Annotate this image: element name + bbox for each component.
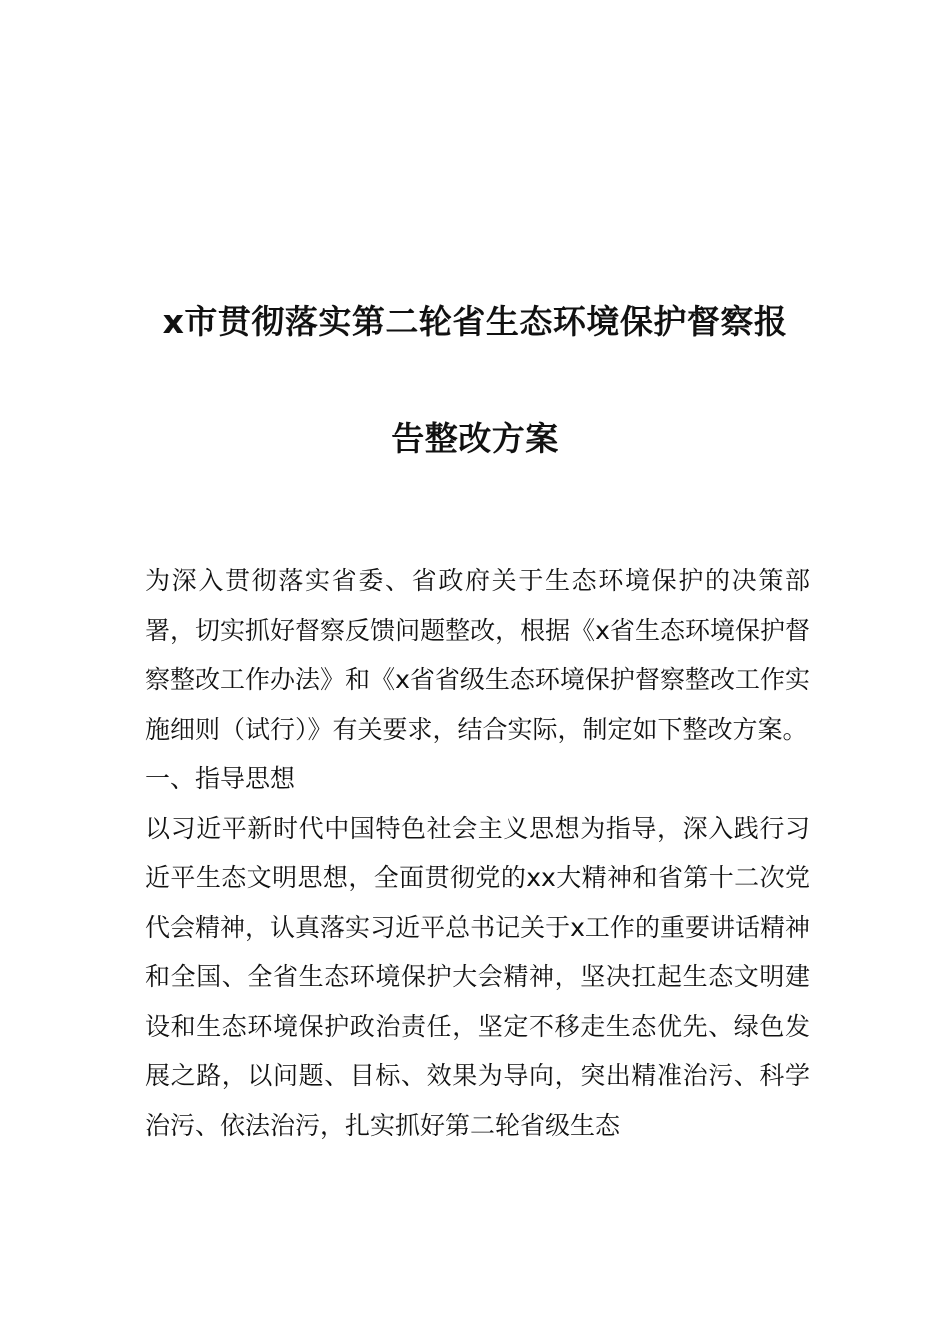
document-title-line-2: 告整改方案 <box>391 419 559 458</box>
section-heading-guiding-ideology: 一、指导思想 <box>145 764 296 793</box>
document-title-line-1: x市贯彻落实第二轮省生态环境保护督察报 <box>162 302 788 341</box>
section-paragraph-guiding-ideology: 以习近平新时代中国特色社会主义思想为指导，深入践行习近平生态文明思想，全面贯彻党的xx大精神和省第十二次党代会精神，认真落实习近平总书记关于x工作的重要讲话精神和全国、全省生态环境保护大会精神，坚决扛起生态文明建设和生态环境保护政治责任，坚定不移走生态优先、绿色发展之路，以问题、目标、效果为导向，突出精准治污、科学治污、依法治污，扎实抓好第二轮省级生态 <box>145 813 810 1140</box>
intro-paragraph: 为深入贯彻落实省委、省政府关于生态环境保护的决策部署，切实抓好督察反馈问题整改，根据《x省生态环境保护督察整改工作办法》和《x省省级生态环境保护督察整改工作实施细则（试行）》有关要求，结合实际，制定如下整改方案。 <box>145 566 810 744</box>
document-body <box>145 556 810 1150</box>
